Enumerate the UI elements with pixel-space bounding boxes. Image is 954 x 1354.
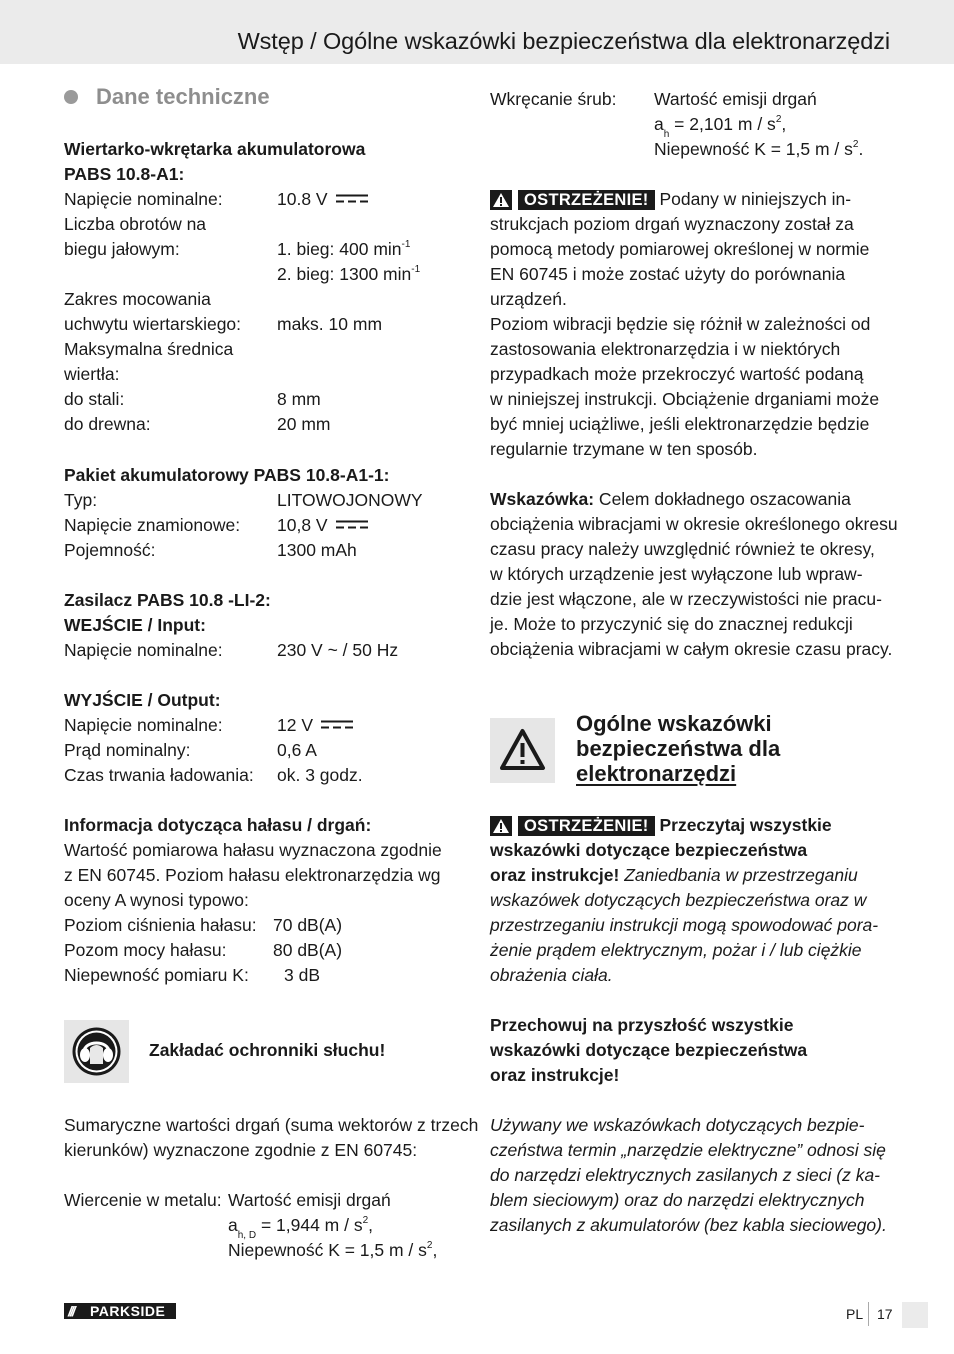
- drill-model: PABS 10.8-A1:: [64, 164, 185, 184]
- spec-row: Napięcie nominalne: 10.8 V: [64, 187, 474, 212]
- note: Wskazówka: Celem dokładnego oszacowania: [490, 489, 851, 509]
- warning-box: [490, 718, 555, 783]
- spec-row: Niepewność K = 1,5 m / $s^2$,: [228, 1240, 438, 1260]
- charger-title: Zasilacz PABS 10.8 -LI-2:: [64, 590, 271, 610]
- spec-row: Niepewność pomiaru K: 3 dB: [64, 965, 320, 985]
- dc-current-icon: [336, 194, 368, 203]
- page-number: 17: [877, 1306, 893, 1322]
- spec-row: uchwytu wiertarskiego: maks. 10 mm: [64, 314, 383, 334]
- warning-badge: OSTRZEŻENIE!: [518, 816, 655, 836]
- noise-title: Informacja dotycząca hałasu / drgań:: [64, 815, 372, 835]
- battery-specs: [64, 463, 474, 563]
- spec-row: Liczba obrotów na: [64, 214, 207, 234]
- spec-row: Maksymalna średnica: [64, 339, 234, 359]
- section-heading: Dane techniczne: [64, 84, 270, 110]
- footer-divider: [868, 1302, 869, 1326]
- parkside-logo: /// PARKSIDE: [64, 1303, 176, 1319]
- drill-specs: [64, 137, 474, 437]
- spec-row: Napięcie znamionowe: 10,8 V: [64, 513, 474, 538]
- warning-triangle-icon: [490, 190, 512, 210]
- spec-row: $a_{h, D} = 1,944$ m / $s^2$,: [228, 1215, 374, 1241]
- spec-row: Pojemność: 1300 mAh: [64, 540, 357, 560]
- warning-triangle-icon: [490, 718, 555, 783]
- vibration-warning: OSTRZEŻENIE! Podany w niniejszych in- strukcjach poziom drgań wyznaczony został za pomocą metody pomiarowej określonej w normie EN 60745 i może zostać użyty do porównania urządzeń. Poziom wibracji będzie się różnił w zależności od zastosowania elektronarzędzia i w niektórych przypadkach może przekroczyć wartość podaną w niniejszej instrukcji. Obciążenie drganiami może być mniej uciążliwe, jeśli elektronarzędzie będzie regularnie trzymane w ten sposób. Wskazówka: Celem dokładnego oszacowania obciążenia wibracjami w okresie określonego okresu czasu pracy należy uwzględnić również te okresy, w których urządzenie jest wyłączone lub wpraw- dzie jest włączone, ale w rzeczywistości nie pracu- je. Może to przyczynić się do znacznej redukcji obciążenia wibracjami w całym okresie czasu pracy.: [490, 187, 900, 662]
- page-header: [0, 0, 954, 64]
- spec-row: biegu jałowym: 1. bieg: 400 $\min^{-1}$: [64, 239, 411, 259]
- charger-output-title: WYJŚCIE / Output:: [64, 690, 221, 710]
- vibration-info: Sumaryczne wartości drgań (suma wektorów z trzech kierunków) wyznaczone zgodnie z EN 60745: Wiercenie w metalu: Wartość emisji drgań $a_{h, D} = 1,944$ m / $s^2$, Niepewność K = 1,5 m / $s^2$,: [64, 1113, 484, 1263]
- ear-protection-text: Zakładać ochronniki słuchu!: [149, 1040, 386, 1060]
- charger-specs: [64, 588, 474, 788]
- charger-input-title: WEJŚCIE / Input:: [64, 615, 206, 635]
- spec-row: Zakres mocowania: [64, 289, 211, 309]
- spec-row: Wkręcanie śrub: Wartość emisji drgań: [490, 89, 817, 109]
- dc-current-icon: [336, 520, 368, 529]
- spec-row: Napięcie nominalne: 230 V ~ / 50 Hz: [64, 640, 399, 660]
- language-code: PL: [846, 1306, 864, 1322]
- page-title: Wstęp / Ogólne wskazówki bezpieczeństwa dla elektronarzędzi: [237, 28, 890, 54]
- spec-row: Pozom mocy hałasu: 80 dB(A): [64, 940, 343, 960]
- noise-info: Informacja dotycząca hałasu / drgań: Wartość pomiarowa hałasu wyznaczona zgodnie z EN 60745. Poziom hałasu elektronarzędzia wg oceny A wynosi typowo: Poziom ciśnienia hałasu: 70 dB(A) Pozom mocy hałasu: 80 dB(A) Niepewność pomiaru K: 3 dB: [64, 813, 474, 988]
- screw-vibration: [490, 87, 900, 162]
- safety-heading: Ogólne wskazówki bezpieczeństwa dla elektronarzędzi: [576, 711, 781, 786]
- ear-protection-box: [64, 1020, 129, 1083]
- dc-current-icon: [321, 720, 353, 729]
- battery-title: Pakiet akumulatorowy PABS 10.8-A1-1:: [64, 465, 390, 485]
- spec-row: Napięcie nominalne: 12 V: [64, 713, 474, 738]
- bullet-dot-icon: [64, 90, 78, 104]
- spec-row: Niepewność K = 1,5 m / $s^2$.: [654, 139, 864, 159]
- spec-row: Typ: LITOWOJONOWY: [64, 490, 423, 510]
- safety-warning: OSTRZEŻENIE! Przeczytaj wszystkie wskazówki dotyczące bezpieczeństwa oraz instrukcje! Zaniedbania w przestrzeganiu wskazówek dotyczących bezpieczeństwa oraz w przestrzeganiu instrukcji mogą spowodować pora- żenie prądem elektrycznym, pożar i / lub ciężkie obrażenia ciała. Przechowuj na przyszłość wszystkie wskazówki dotyczące bezpieczeństwa oraz instrukcje! Używany we wskazówkach dotyczących bezpie- czeństwa termin „narzędzie elektryczne” odnosi się do narzędzi elektrycznych zasilanych z sieci (z ka- blem sieciowym) oraz do narzędzi elektrycznych zasilanych z akumulatorów (bez kabla sieciowego).: [490, 815, 887, 1235]
- spec-row: Czas trwania ładowania: ok. 3 godz.: [64, 765, 363, 785]
- spec-row: Prąd nominalny: 0,6 A: [64, 740, 317, 760]
- spec-row: $a_h = 2,101$ m / $s^2$,: [654, 114, 787, 140]
- warning-badge: OSTRZEŻENIE!: [518, 190, 655, 210]
- spec-row: Wiercenie w metalu: Wartość emisji drgań: [64, 1190, 391, 1210]
- spec-row: do drewna: 20 mm: [64, 414, 331, 434]
- drill-title: Wiertarko-wkrętarka akumulatorowa: [64, 139, 366, 159]
- ear-protection-icon: [64, 1020, 129, 1083]
- spec-row: 2. bieg: 1300 $\min^{-1}$: [277, 264, 421, 284]
- page-tab: [902, 1302, 928, 1328]
- logo-stripes-icon: ///: [68, 1303, 74, 1319]
- spec-row: Poziom ciśnienia hałasu: 70 dB(A): [64, 915, 343, 935]
- spec-row: wiertła:: [64, 364, 120, 384]
- warning-triangle-icon: [490, 816, 512, 836]
- spec-row: do stali: 8 mm: [64, 389, 321, 409]
